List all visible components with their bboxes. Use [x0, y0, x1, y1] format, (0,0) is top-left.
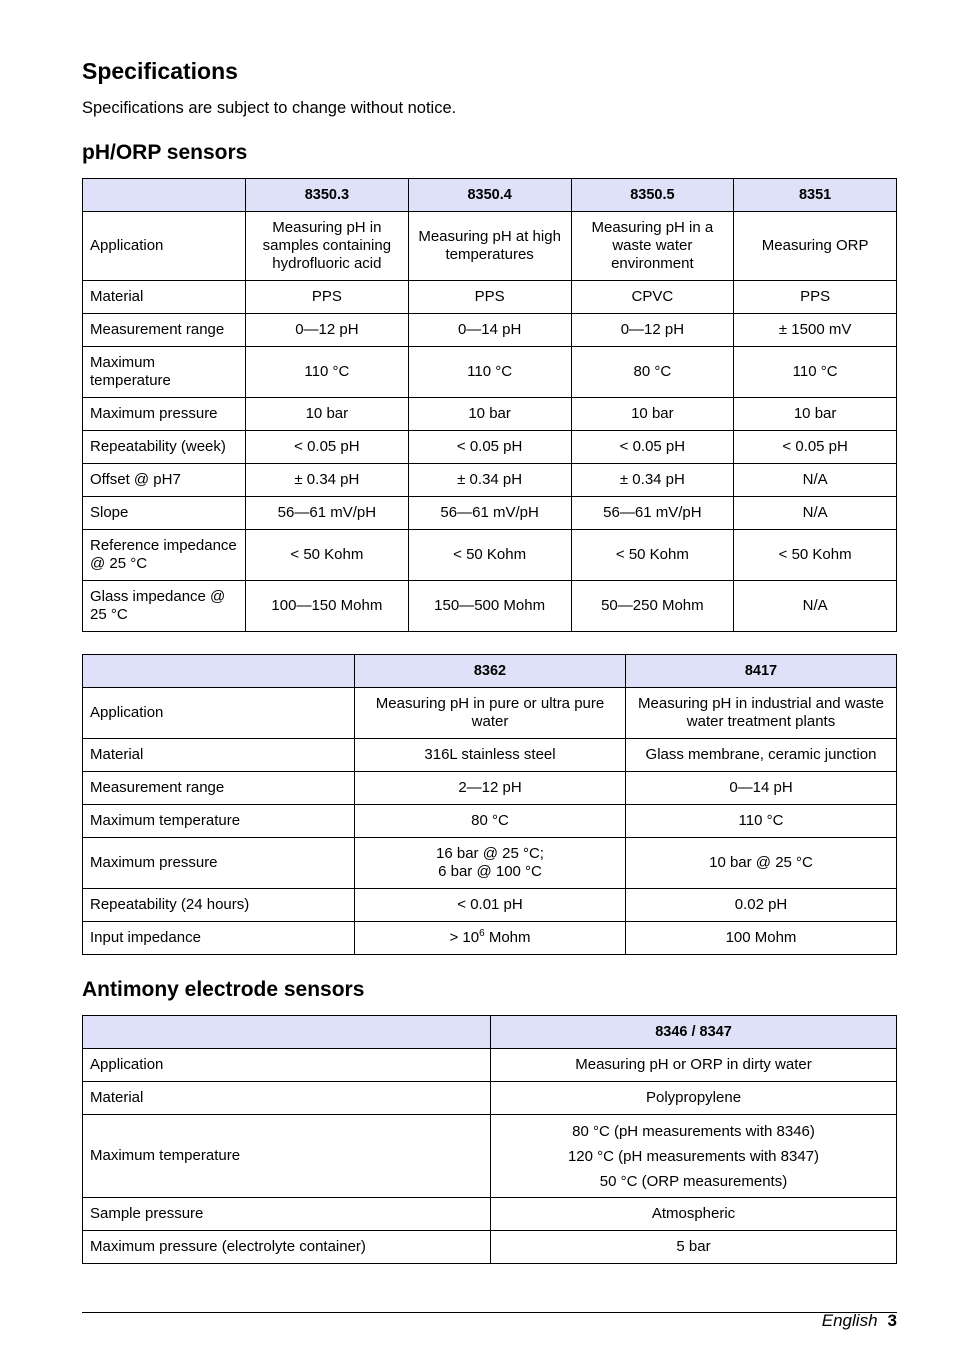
row-label: Maximum temperature — [83, 805, 355, 838]
table-cell: Measuring pH in industrial and waste water treatment plants — [626, 688, 897, 739]
table-cell: 110 °C — [246, 347, 409, 398]
table-row — [83, 464, 897, 497]
table-cell: < 0.01 pH — [355, 889, 626, 922]
table-cell: Measuring pH at high temperatures — [408, 212, 571, 281]
table-row — [83, 530, 897, 581]
table-cell: 80 °C — [355, 805, 626, 838]
max-temp-line: 120 °C (pH measurements with 8347) — [567, 1147, 820, 1165]
header-cell: 8362 — [355, 655, 626, 688]
table-cell: Atmospheric — [491, 1198, 897, 1231]
table-cell: ± 0.34 pH — [408, 464, 571, 497]
table-cell: ± 0.34 pH — [246, 464, 409, 497]
header-cell — [83, 655, 355, 688]
table-cell: 0.02 pH — [626, 889, 897, 922]
header-cell — [83, 179, 246, 212]
table-cell: 100—150 Mohm — [246, 581, 409, 632]
table-row — [83, 347, 897, 398]
table-cell: 56—61 mV/pH — [246, 497, 409, 530]
row-label: Reference impedance @ 25 °C — [83, 530, 246, 581]
row-label: Sample pressure — [83, 1198, 491, 1231]
page-number: 3 — [887, 1311, 897, 1330]
antimony-spec-table — [82, 1015, 897, 1264]
table-cell: PPS — [734, 281, 897, 314]
table-cell: ± 0.34 pH — [571, 464, 734, 497]
table-cell: 10 bar @ 25 °C — [626, 838, 897, 889]
table-cell: 10 bar — [408, 398, 571, 431]
table-row — [83, 314, 897, 347]
header-cell: 8350.3 — [246, 179, 409, 212]
table-cell: 10 bar — [734, 398, 897, 431]
table-cell: 0—14 pH — [626, 772, 897, 805]
table-cell: 5 bar — [491, 1231, 897, 1264]
table-cell: < 0.05 pH — [571, 431, 734, 464]
table-cell — [355, 922, 626, 955]
max-temp-line: 80 °C (pH measurements with 8346) — [572, 1122, 815, 1140]
table-cell: 80 °C — [571, 347, 734, 398]
header-cell: 8350.4 — [408, 179, 571, 212]
table-cell: 10 bar — [571, 398, 734, 431]
table-cell: PPS — [408, 281, 571, 314]
table-header-row — [83, 179, 897, 212]
table-row — [83, 281, 897, 314]
row-label: Repeatability (24 hours) — [83, 889, 355, 922]
row-label: Material — [83, 1082, 491, 1115]
table-cell: 56—61 mV/pH — [571, 497, 734, 530]
table-cell: ± 1500 mV — [734, 314, 897, 347]
footer-language: English — [821, 1311, 878, 1330]
impedance-base: > 10 — [449, 929, 480, 946]
table-cell: PPS — [246, 281, 409, 314]
table-cell: N/A — [734, 464, 897, 497]
row-label: Offset @ pH7 — [83, 464, 246, 497]
table-cell: 110 °C — [734, 347, 897, 398]
row-label: Glass impedance @ 25 °C — [83, 581, 246, 632]
row-label: Maximum temperature — [83, 347, 246, 398]
page-title: Specifications — [82, 58, 238, 84]
table-row — [83, 1049, 897, 1082]
table-cell: 150—500 Mohm — [408, 581, 571, 632]
ph-orp-spec-table-1 — [82, 178, 897, 632]
table-row — [83, 889, 897, 922]
impedance-unit: Mohm — [484, 929, 531, 946]
table-cell: 56—61 mV/pH — [408, 497, 571, 530]
table-row — [83, 1198, 897, 1231]
row-label: Slope — [83, 497, 246, 530]
table-row — [83, 1115, 897, 1198]
row-label: Measurement range — [83, 772, 355, 805]
intro-text: Specifications are subject to change without notice. — [82, 99, 457, 117]
table-cell: < 0.05 pH — [734, 431, 897, 464]
table-cell: Measuring pH in pure or ultra pure water — [355, 688, 626, 739]
table-row — [83, 688, 897, 739]
row-label: Maximum temperature — [83, 1115, 491, 1198]
table-cell — [491, 1115, 897, 1198]
row-label: Maximum pressure (electrolyte container) — [83, 1231, 491, 1264]
table-row — [83, 212, 897, 281]
section-heading-antimony: Antimony electrode sensors — [82, 978, 365, 1001]
table-row — [83, 581, 897, 632]
pressure-line-1: 16 bar @ 25 °C; — [436, 845, 544, 862]
footer-divider — [82, 1312, 897, 1313]
table-row — [83, 805, 897, 838]
table-row — [83, 1082, 897, 1115]
header-cell — [83, 1016, 491, 1049]
impedance-exponent: 6 — [479, 928, 485, 939]
pressure-line-2: 6 bar @ 100 °C — [438, 863, 542, 880]
row-label: Material — [83, 281, 246, 314]
row-label: Measurement range — [83, 314, 246, 347]
max-temp-line: 50 °C (ORP measurements) — [599, 1172, 788, 1190]
table-cell — [355, 838, 626, 889]
row-label: Application — [83, 212, 246, 281]
table-row — [83, 497, 897, 530]
header-cell: 8346 / 8347 — [491, 1016, 897, 1049]
table-cell: Measuring pH or ORP in dirty water — [491, 1049, 897, 1082]
row-label: Application — [83, 1049, 491, 1082]
table-row — [83, 922, 897, 955]
table-cell: 0—14 pH — [408, 314, 571, 347]
table-row — [83, 739, 897, 772]
table-cell: 10 bar — [246, 398, 409, 431]
row-label: Maximum pressure — [83, 398, 246, 431]
row-label: Input impedance — [83, 922, 355, 955]
table-cell: 316L stainless steel — [355, 739, 626, 772]
table-cell: 110 °C — [408, 347, 571, 398]
table-cell: CPVC — [571, 281, 734, 314]
table-cell: 2—12 pH — [355, 772, 626, 805]
row-label: Application — [83, 688, 355, 739]
row-label: Repeatability (week) — [83, 431, 246, 464]
table-cell: N/A — [734, 497, 897, 530]
row-label: Material — [83, 739, 355, 772]
table-cell: 50—250 Mohm — [571, 581, 734, 632]
row-label: Maximum pressure — [83, 838, 355, 889]
table-cell: < 50 Kohm — [734, 530, 897, 581]
table-row — [83, 1231, 897, 1264]
table-cell: 100 Mohm — [626, 922, 897, 955]
table-cell: < 50 Kohm — [571, 530, 734, 581]
table-row — [83, 772, 897, 805]
page-footer — [822, 1311, 897, 1331]
table-cell: Polypropylene — [491, 1082, 897, 1115]
table-cell: Glass membrane, ceramic junction — [626, 739, 897, 772]
table-cell: < 0.05 pH — [408, 431, 571, 464]
table-cell: 110 °C — [626, 805, 897, 838]
table-cell: 0—12 pH — [571, 314, 734, 347]
table-cell: Measuring pH in samples containing hydrofluoric acid — [246, 212, 409, 281]
table-cell: < 50 Kohm — [408, 530, 571, 581]
table-header-row — [83, 1016, 897, 1049]
table-cell: Measuring pH in a waste water environment — [571, 212, 734, 281]
table-cell: < 0.05 pH — [246, 431, 409, 464]
header-cell: 8350.5 — [571, 179, 734, 212]
table-cell: Measuring ORP — [734, 212, 897, 281]
table-row — [83, 431, 897, 464]
table-cell: < 50 Kohm — [246, 530, 409, 581]
section-heading-ph-orp: pH/ORP sensors — [82, 141, 248, 164]
header-cell: 8351 — [734, 179, 897, 212]
ph-orp-spec-table-2 — [82, 654, 897, 955]
table-header-row — [83, 655, 897, 688]
table-row — [83, 398, 897, 431]
header-cell: 8417 — [626, 655, 897, 688]
table-cell: N/A — [734, 581, 897, 632]
table-row — [83, 838, 897, 889]
table-cell: 0—12 pH — [246, 314, 409, 347]
